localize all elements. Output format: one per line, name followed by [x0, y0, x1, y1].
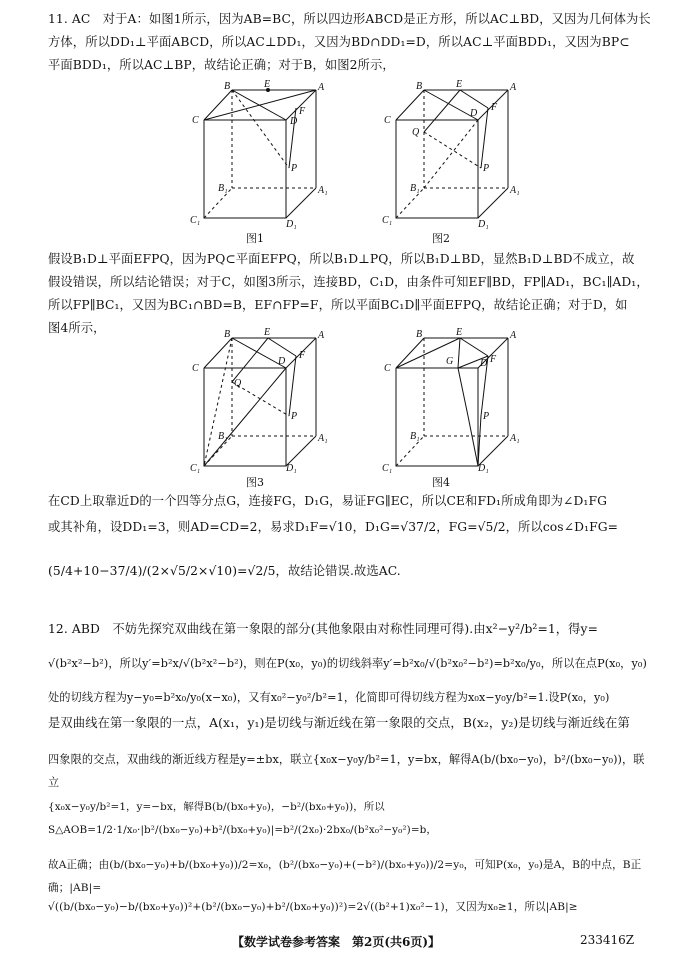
- svg-text:A₁: A₁: [510, 185, 520, 196]
- p11-line-7: 图4所示，: [48, 321, 106, 335]
- svg-text:B: B: [224, 81, 231, 92]
- svg-text:Q: Q: [412, 127, 420, 138]
- svg-text:G: G: [446, 356, 454, 367]
- svg-text:B: B: [416, 81, 423, 92]
- p11-line-3: 平面BDD₁，所以AC⊥BP，故结论正确；对于B，如图2所示，: [48, 58, 395, 72]
- svg-text:Q: Q: [234, 378, 242, 389]
- svg-text:A: A: [510, 82, 517, 93]
- figure-1-caption: 图1: [246, 232, 264, 245]
- svg-text:D: D: [290, 116, 298, 127]
- svg-text:C₁: C₁: [190, 463, 201, 474]
- svg-text:F: F: [299, 106, 306, 117]
- svg-text:D₁: D₁: [286, 463, 297, 474]
- p11-line-2: 方体，所以DD₁⊥平面ABCD，所以AC⊥DD₁，又因为BD∩DD₁=D，所以AC⊥平面BDD₁，又因为BP⊂: [48, 35, 630, 49]
- figure-1: [186, 80, 326, 228]
- figure-3-caption: 图3: [246, 476, 264, 489]
- figure-2: [378, 80, 518, 228]
- figure-3: [186, 322, 326, 472]
- svg-text:C: C: [384, 363, 391, 374]
- svg-text:C₁: C₁: [382, 463, 393, 474]
- svg-text:C: C: [384, 115, 391, 126]
- p12-line-7: 故A正确；由(b/(bx₀−y₀)+b/(bx₀+y₀))/2=x₀，(b²/(bx₀−y₀)+(−b²)/(bx₀+y₀))/2=y₀，可知P(x₀，y₀)是A，B的中点，B正确；|AB|=: [48, 859, 642, 894]
- p11-line-10: (5/4+10−37/4)/(2×√5/2×√10)=√2/5，故结论错误.故选AC.: [48, 564, 401, 578]
- figure-4-caption: 图4: [432, 476, 450, 489]
- svg-text:B₁: B₁: [218, 183, 228, 194]
- p11-line-5: 假设错误，所以结论错误；对于C，如图3所示，连接BD，C₁D，由条件可知EF∥BD，FP∥AD₁，BC₁∥AD₁，: [48, 275, 649, 289]
- svg-text:B: B: [416, 329, 423, 340]
- p11-line-9: 或其补角，设DD₁=3，则AD=CD=2，易求D₁F=√10，D₁G=√37/2，FG=√5/2，所以cos∠D₁FG=: [48, 520, 619, 534]
- svg-text:P: P: [291, 411, 298, 422]
- p11-line-8: 在CD上取靠近D的一个四等分点G，连接FG，D₁G，易证FG∥EC，所以CE和FD₁所成角即为∠D₁FG: [48, 494, 608, 508]
- svg-text:P: P: [291, 163, 298, 174]
- svg-text:B₁: B₁: [218, 431, 228, 442]
- svg-text:E: E: [264, 327, 271, 338]
- svg-text:P: P: [483, 163, 490, 174]
- svg-text:F: F: [490, 354, 497, 365]
- p12-line-3: 处的切线方程为y−y₀=b²x₀/y₀(x−x₀)，又有x₀²−y₀²/b²=1，化简即可得切线方程为x₀x−y₀y/b²=1.设P(x₀，y₀): [48, 691, 610, 704]
- svg-text:B₁: B₁: [410, 183, 420, 194]
- svg-text:B: B: [224, 329, 231, 340]
- p12-line-8: √((b/(bx₀−y₀)−b/(bx₀+y₀))²+(b²/(bx₀−y₀)+b²/(bx₀+y₀))²)=2√((b²+1)x₀²−1)，又因为x₀≥1，所以|AB|≥: [48, 901, 578, 913]
- p12-line-6: {x₀x−y₀y/b²=1，y=−bx，解得B(b/(bx₀+y₀)，−b²/(bx₀+y₀))，所以S△AOB=1/2·1/x₀·|b²/(bx₀−y₀)+b²/(bx₀+y₀)|=b²/(2x₀)·2bx₀/(b²x₀²−y₀²)=b，: [48, 801, 437, 836]
- svg-text:E: E: [456, 79, 463, 90]
- svg-text:C₁: C₁: [382, 215, 393, 226]
- svg-text:F: F: [299, 350, 306, 361]
- p12-line-5: 四象限的交点，双曲线的渐近线方程是y=±bx，联立{x₀x−y₀y/b²=1，y=bx，解得A(b/(bx₀−y₀)，b²/(bx₀−y₀))，联立: [48, 753, 645, 789]
- svg-text:D: D: [480, 358, 488, 369]
- svg-text:F: F: [491, 102, 498, 113]
- p12-line-2: √(b²x²−b²)，所以y′=b²x/√(b²x²−b²)，则在P(x₀，y₀)的切线斜率y′=b²x₀/√(b²x₀²−b²)=b²x₀/y₀，所以在点P(x₀，y₀): [48, 657, 647, 670]
- figure-4: [378, 322, 518, 472]
- p11-line-4: 假设B₁D⊥平面EFPQ，因为PQ⊂平面EFPQ，所以B₁D⊥PQ，所以B₁D⊥BD，显然B₁D⊥BD不成立，故: [48, 252, 635, 266]
- svg-text:D: D: [278, 356, 286, 367]
- p12-line-1: 12. ABD 不妨先探究双曲线在第一象限的部分(其他象限由对称性同理可得).由x²−y²/b²=1，得y=: [48, 622, 599, 636]
- p11-line-6: 所以FP∥BC₁，又因为BC₁∩BD=B，EF∩FP=F，所以平面BC₁D∥平面EFPQ，故结论正确；对于D，如: [48, 298, 628, 312]
- svg-text:A₁: A₁: [318, 185, 328, 196]
- svg-text:A₁: A₁: [510, 433, 520, 444]
- figure-2-caption: 图2: [432, 232, 450, 245]
- svg-text:B₁: B₁: [410, 431, 420, 442]
- svg-text:C: C: [192, 363, 199, 374]
- svg-text:D₁: D₁: [478, 219, 489, 230]
- svg-text:A: A: [510, 330, 517, 341]
- svg-text:C₁: C₁: [190, 215, 201, 226]
- svg-text:A₁: A₁: [318, 433, 328, 444]
- svg-text:E: E: [264, 79, 271, 90]
- svg-text:D₁: D₁: [286, 219, 297, 230]
- svg-text:A: A: [318, 330, 325, 341]
- p11-line-1: 11. AC 对于A：如图1所示，因为AB=BC，所以四边形ABCD是正方形，所以AC⊥BD，又因为几何体为长: [48, 12, 651, 26]
- svg-text:P: P: [483, 411, 490, 422]
- svg-text:D: D: [470, 108, 478, 119]
- p12-line-4: 是双曲线在第一象限的一点，A(x₁，y₁)是切线与渐近线在第一象限的交点，B(x₂，y₂)是切线与渐近线在第: [48, 716, 630, 730]
- svg-text:D₁: D₁: [478, 463, 489, 474]
- footer-code: 233416Z: [580, 933, 635, 947]
- svg-text:E: E: [456, 327, 463, 338]
- svg-text:A: A: [318, 82, 325, 93]
- footer-title: 【数学试卷参考答案 第2页(共6页)】: [232, 935, 441, 949]
- svg-text:C: C: [192, 115, 199, 126]
